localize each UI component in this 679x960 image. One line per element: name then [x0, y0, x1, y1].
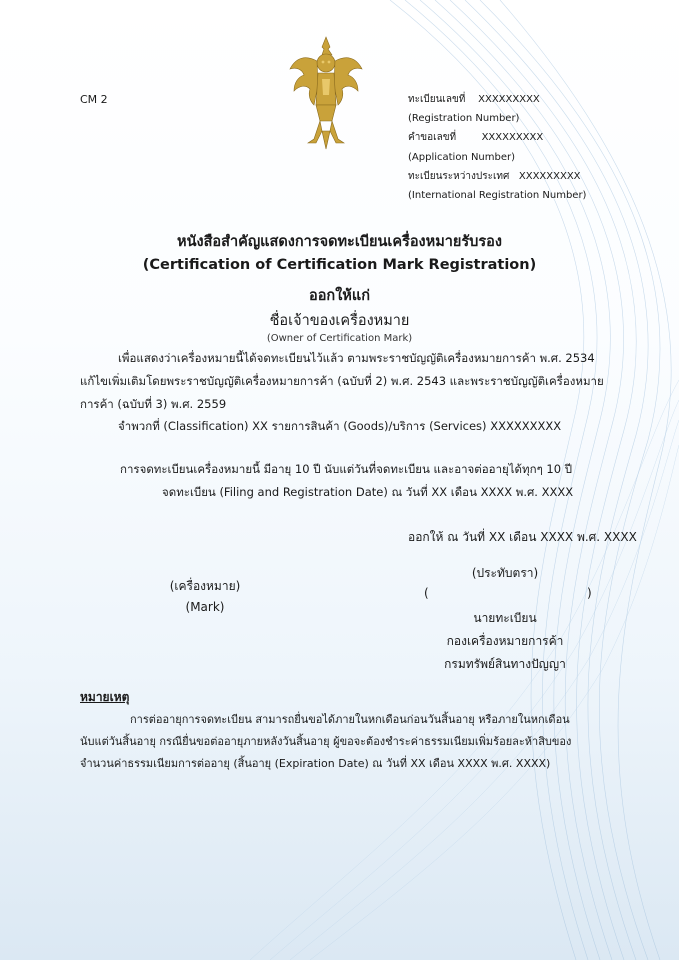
body-line-3: การค้า (ฉบับที่ 3) พ.ศ. 2559: [80, 397, 227, 411]
registration-number-label: ทะเบียนเลขที่: [408, 94, 466, 105]
certificate-title-en: (Certification of Certification Mark Registration): [142, 257, 537, 273]
international-number-value: XXXXXXXXX: [518, 171, 581, 182]
garuda-emblem-icon: [288, 35, 364, 151]
international-number-line: [408, 167, 581, 187]
remarks-line-1: การต่ออายุการจดทะเบียน สามารถยื่นขอได้ภายในหกเดือนก่อนวันสิ้นอายุ หรือภายในหกเดือน: [130, 713, 570, 726]
remarks-line-3: จำนวนค่าธรรมเนียมการต่ออายุ (สิ้นอายุ (Expiration Date) ณ วันที่ XX เดือน XXXX พ.ศ. XXXX): [80, 757, 551, 770]
signature-close-paren: ): [587, 586, 592, 600]
certificate-title-th: หนังสือสำคัญแสดงการจดทะเบียนเครื่องหมายรับรอง: [177, 234, 502, 250]
international-number-en: (International Registration Number): [408, 190, 587, 201]
mark-label-th: (เครื่องหมาย): [169, 579, 241, 593]
body-line-1: เพื่อแสดงว่าเครื่องหมายนี้ได้จดทะเบียนไว้แล้ว ตามพระราชบัญญัติเครื่องหมายการค้า พ.ศ. 2534: [118, 351, 595, 365]
owner-name-th: ชื่อเจ้าของเครื่องหมาย: [269, 313, 410, 329]
application-number-en: (Application Number): [408, 152, 516, 163]
remarks-heading: หมายเหตุ: [80, 690, 130, 704]
issued-date: ออกให้ ณ วันที่ XX เดือน XXXX พ.ศ. XXXX: [408, 530, 637, 544]
registrar-title: นายทะเบียน: [473, 611, 537, 625]
owner-name-en: (Owner of Certification Mark): [266, 333, 413, 344]
signature-open-paren: (: [424, 586, 429, 600]
body-line-2: แก้ไขเพิ่มเติมโดยพระราชบัญญัติเครื่องหมายการค้า (ฉบับที่ 2) พ.ศ. 2543 และพระราชบัญญัติเครื่องหมาย: [80, 374, 604, 388]
application-number-line: [408, 128, 543, 148]
application-number-value: XXXXXXXXX: [481, 132, 544, 143]
ip-department: กรมทรัพย์สินทางปัญญา: [444, 657, 566, 671]
classification-line: จำพวกที่ (Classification) XX รายการสินค้า (Goods)/บริการ (Services) XXXXXXXXX: [118, 419, 562, 433]
registration-number-line: [408, 90, 540, 110]
international-number-label: ทะเบียนระหว่างประเทศ: [408, 171, 510, 182]
seal-label: (ประทับตรา): [471, 566, 539, 580]
trademark-office: กองเครื่องหมายการค้า: [446, 634, 564, 648]
issued-to-label: ออกให้แก่: [309, 288, 370, 304]
registration-number-value: XXXXXXXXX: [478, 94, 540, 105]
remarks-line-2: นับแต่วันสิ้นอายุ กรณียื่นขอต่ออายุภายหลังวันสิ้นอายุ ผู้ขอจะต้องชำระค่าธรรมเนียมเพิ่มร้อยละห้าสิบของ: [80, 735, 572, 748]
filing-date-line: จดทะเบียน (Filing and Registration Date) ณ วันที่ XX เดือน XXXX พ.ศ. XXXX: [162, 485, 574, 499]
form-code: CM 2: [80, 93, 108, 106]
registration-number-en: (Registration Number): [408, 113, 520, 124]
application-number-label: คำขอเลขที่: [408, 132, 457, 143]
validity-line: การจดทะเบียนเครื่องหมายนี้ มีอายุ 10 ปี นับแต่วันที่จดทะเบียน และอาจต่ออายุได้ทุกๆ 10 ปี: [120, 462, 572, 476]
mark-label-en: (Mark): [185, 600, 225, 614]
